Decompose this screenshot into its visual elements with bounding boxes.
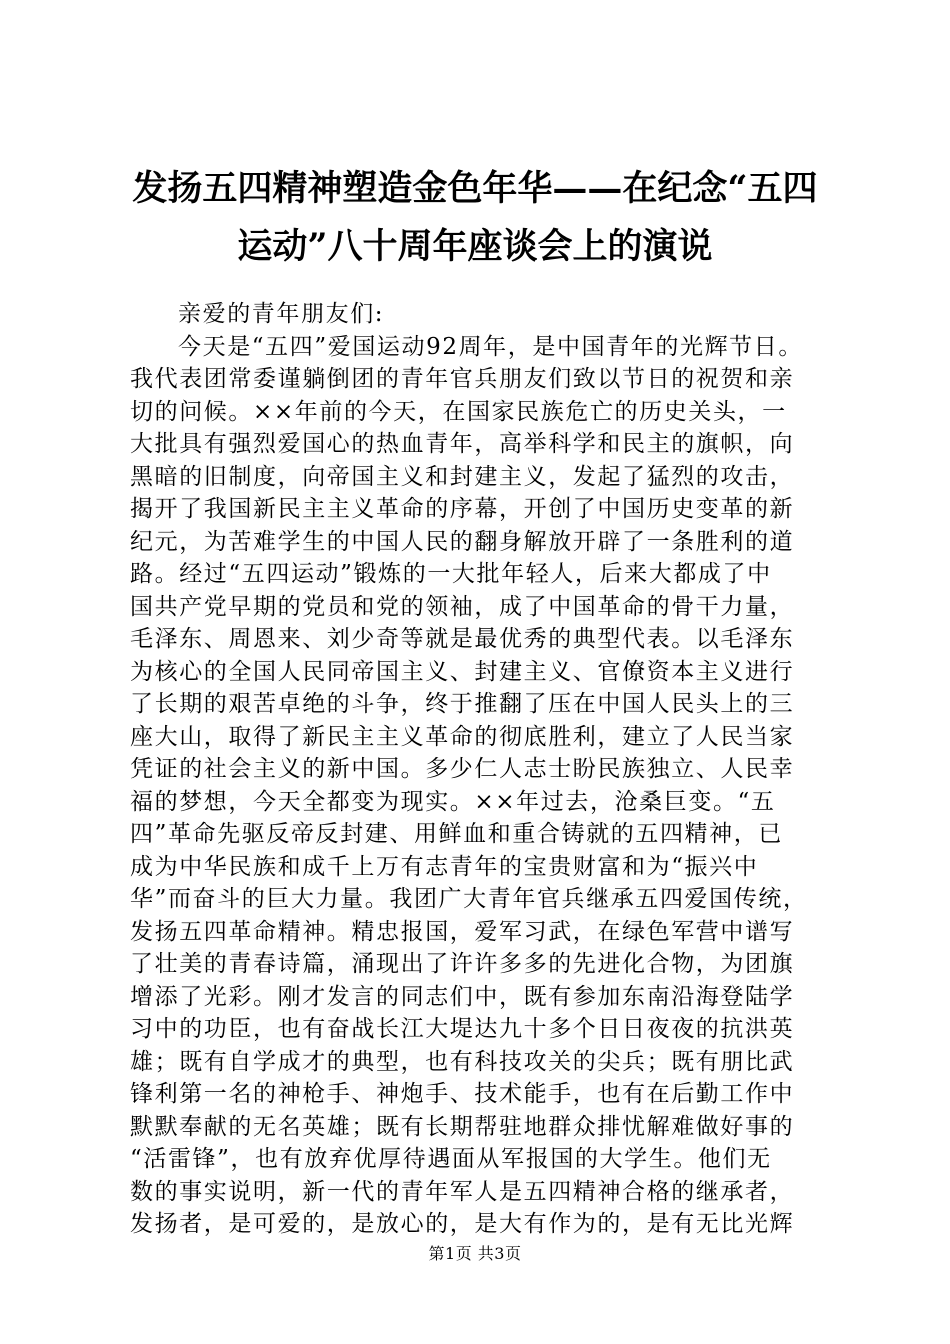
body-line: 福的梦想，今天全都变为现实。××年过去，沧桑巨变。“五: [130, 788, 776, 815]
body-line: 纪元，为苦难学生的中国人民的翻身解放开辟了一条胜利的道: [130, 528, 795, 555]
body-line: 四”革命先驱反帝反封建、用鲜血和重合铸就的五四精神，已: [130, 821, 783, 847]
body-line: 了长期的艰苦卓绝的斗争，终于推翻了压在中国人民头上的三: [130, 691, 795, 717]
body-line: 我代表团常委谨躺倒团的青年官兵朋友们致以节日的祝贺和亲: [130, 366, 795, 392]
body-line: 了壮美的青春诗篇，涌现出了许许多多的先进化合物，为团旗: [130, 951, 795, 977]
body-line: 习中的功臣，也有奋战长江大堤达九十多个日日夜夜的抗洪英: [130, 1016, 795, 1042]
body-line: 发扬者，是可爱的，是放心的，是大有作为的，是有无比光辉: [130, 1211, 795, 1237]
body-line: 路。经过“五四运动”锻炼的一大批年轻人，后来大都成了中: [130, 561, 772, 587]
body-line: 黑暗的旧制度，向帝国主义和封建主义，发起了猛烈的攻击，: [130, 463, 795, 490]
body-line: 数的事实说明，新一代的青年军人是五四精神合格的继承者，: [130, 1178, 795, 1205]
body-line: 凭证的社会主义的新中国。多少仁人志士盼民族独立、人民幸: [130, 756, 795, 782]
body-line: 今天是“五四”爱国运动92周年，是中国青年的光辉节日。: [178, 333, 803, 360]
body-line: 国共产党早期的党员和党的领袖，成了中国革命的骨干力量，: [130, 593, 795, 620]
body-line: 默默奉献的无名英雄；既有长期帮驻地群众排忧解难做好事的: [130, 1113, 795, 1140]
body-line: 揭开了我国新民主主义革命的序幕，开创了中国历史变革的新: [130, 496, 795, 522]
body-line: 锋利第一名的神枪手、神炮手、技术能手，也有在后勤工作中: [130, 1081, 795, 1107]
body-line: 为核心的全国人民同帝国主义、封建主义、官僚资本主义进行: [130, 658, 795, 685]
body-line: 毛泽东、周恩来、刘少奇等就是最优秀的典型代表。以毛泽东: [130, 626, 795, 652]
body-line: 座大山，取得了新民主主义革命的彻底胜利，建立了人民当家: [130, 723, 795, 750]
greeting-line: 亲爱的青年朋友们:: [178, 301, 385, 327]
page-number-footer: 第1页 共3页: [428, 1244, 522, 1263]
body-line: 发扬五四革命精神。精忠报国，爱军习武，在绿色军营中谱写: [130, 918, 795, 945]
body-line: 雄；既有自学成才的典型，也有科技攻关的尖兵；既有朋比武: [130, 1048, 795, 1075]
body-line: 华”而奋斗的巨大力量。我团广大青年官兵继承五四爱国传统，: [130, 886, 808, 912]
title-line-1: 发扬五四精神塑造金色年华——在纪念“五四: [132, 168, 818, 209]
body-line: 切的问候。××年前的今天，在国家民族危亡的历史关头，一: [130, 398, 787, 425]
body-line: 增添了光彩。刚才发言的同志们中，既有参加东南沿海登陆学: [130, 983, 795, 1010]
title-line-2: 运动”八十周年座谈会上的演说: [237, 226, 713, 267]
document-body: [130, 298, 850, 1241]
body-line: 大批具有强烈爱国心的热血青年，高举科学和民主的旗帜，向: [130, 431, 795, 457]
body-line: 成为中华民族和成千上万有志青年的宝贵财富和为“振兴中: [130, 853, 759, 880]
document-title: [120, 160, 830, 276]
body-line: “活雷锋”，也有放弃优厚待遇面从军报国的大学生。他们无: [130, 1146, 772, 1172]
